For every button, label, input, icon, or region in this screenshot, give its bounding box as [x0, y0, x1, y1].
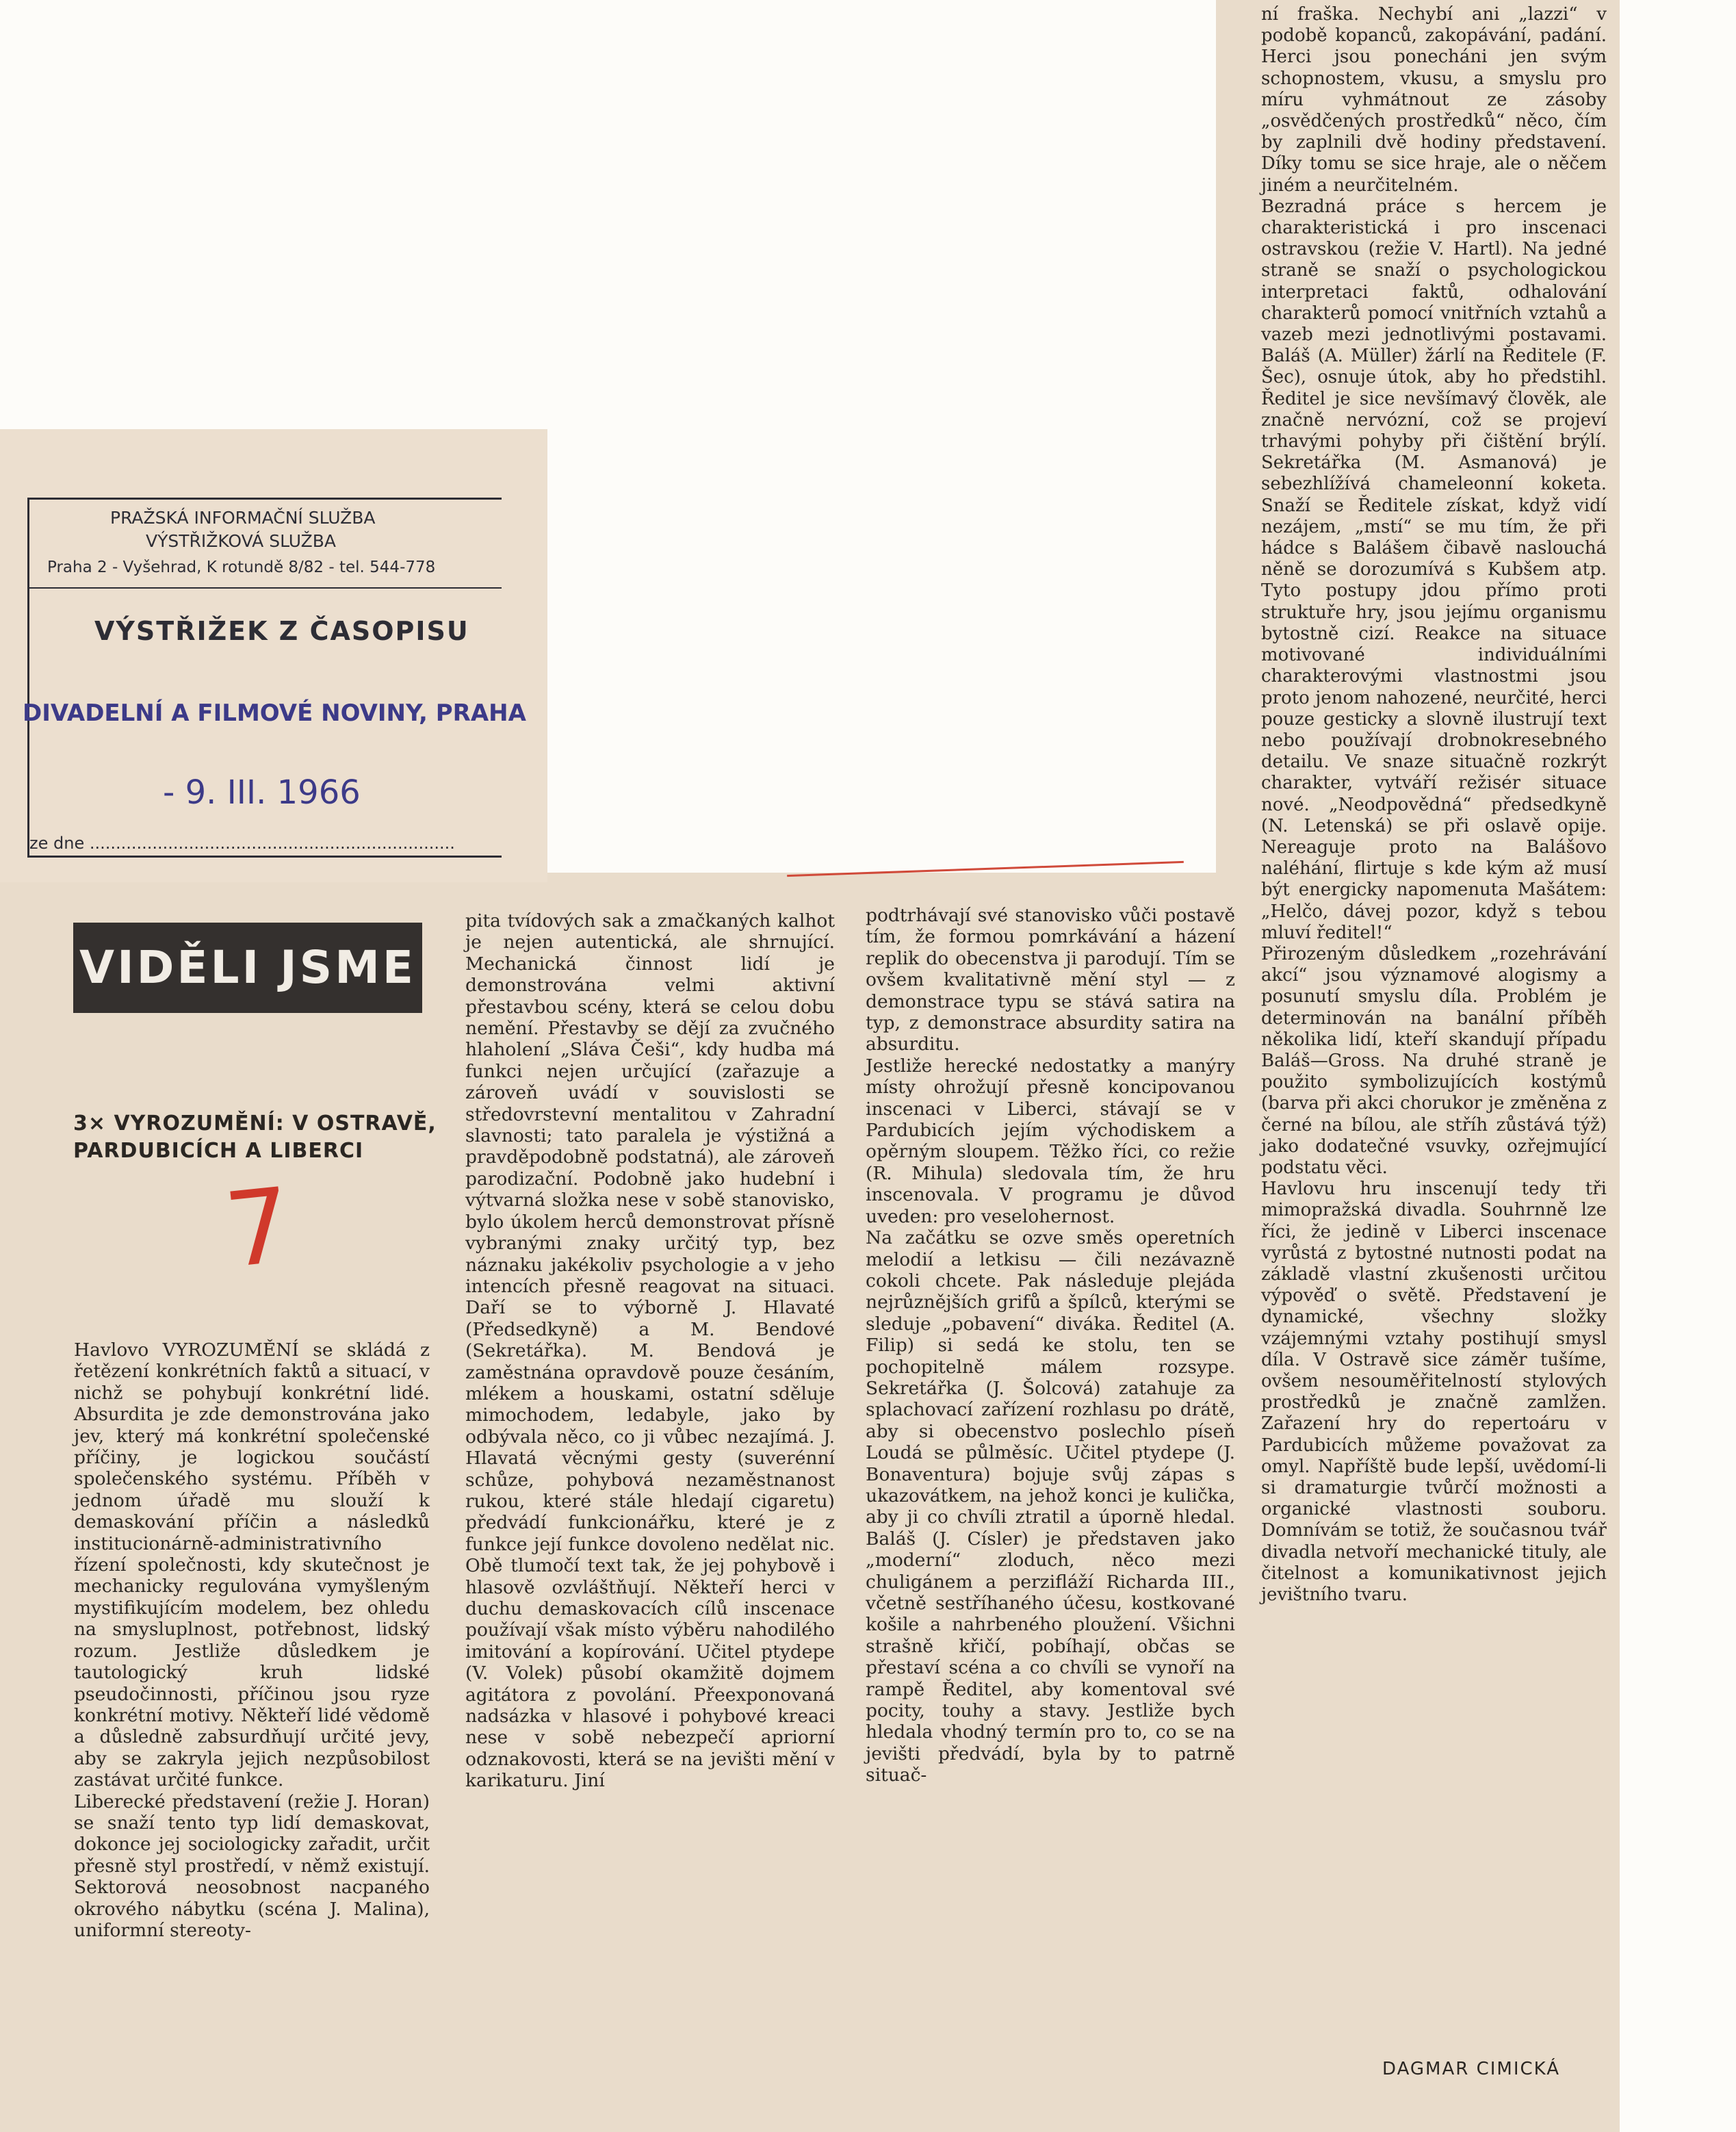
col4-paragraph: ní fraška. Nechybí ani „lazzi“ v podobě kopanců, zakopávání, padání. Herci jsou ponecháni jen svým schopnostem, vkusu, a smyslu pro míru vyhmátnout ze zásoby „osvědčených prostředků“ něco, čím by zaplnili dvě hodiny představení. Díky tomu se sice hraje, ale o něčem jiném a neurčitelném.	[1261, 4, 1607, 196]
handwritten-number: 7	[220, 1166, 298, 1292]
stamp-ze-dne: ze dne ......................................................................	[29, 834, 455, 853]
clipping-service-stamp	[0, 429, 547, 882]
article-subhead	[73, 1110, 437, 1165]
col3-paragraph: Na začátku se ozve směs operetních melodií a letkisu — čili nezávazně cokoli chcete. Pak následuje plejáda nejrůznějších grifů a špílců, kterými se sleduje „pobavení“ diváka. Ředitel (A. Filip) si sedá ke stolu, ten se pochopitelně málem rozsype. Sekretářka (J. Šolcová) zatahuje za splachovací zařízení rozhlasu po drátě, aby si obecenstvo poslechlo píseň Loudá se půlměsíc. Učitel ptydepe (J. Bonaventura) bojuje svůj zápas s ukazovátkem, na jehož konci je kulička, aby ji co chvíli ztratil a úporně hledal. Baláš (J. Císler) je představen jako „moderní“ zloduch, něco mezi chuligánem a perzifláží Richarda III., včetně sestříhaného účesu, kostkované košile a nahrbeného ploužení. Všichni strašně křičí, pobíhají, občas se přestaví scéna a co chvíli se vynoří na rampě Ředitel, aby komentoval své pocity, touhy a stavy. Jestliže bych hledala vhodný termín pro to, co se na jevišti předvádí, byla by to patrně situač-	[866, 1227, 1235, 1786]
col1-paragraph: Liberecké představení (režie J. Horan) se snaží tento typ lidí demaskovat, dokonce jej sociologicky zařadit, určit přesně styl prostředí, v němž existují. Sektorová neosobnost nacpaného okrového nábytku (scéna J. Malina), uniformní stereoty-	[74, 1790, 430, 1941]
stamp-address: Praha 2 - Vyšehrad, K rotundě 8/82 - tel. 544-778	[47, 558, 436, 576]
stamp-publication: DIVADELNÍ A FILMOVÉ NOVINY, PRAHA	[23, 699, 526, 727]
col4-paragraph: Přirozeným důsledkem „rozehrávání akcí“ jsou významové alogismy a posunutí smyslu díla. Problém je determinován na banální příběh několika lidí, kteří skandují případu Baláš—Gross. Na druhé straně je použito symbolizujících kostýmů (barva při akci chorukor je změněna z černé na bílou, ale stříh zůstává týž) jako dodatečné vsuvky, ozřejmující podstatu věci.	[1261, 943, 1607, 1178]
article-column-2	[465, 910, 835, 1792]
author-byline: DAGMAR CIMICKÁ	[1382, 2059, 1561, 2079]
stamp-heading: VÝSTŘIŽEK Z ČASOPISU	[94, 616, 469, 646]
article-column-3	[866, 905, 1235, 1786]
stamp-date: - 9. III. 1966	[163, 773, 361, 812]
article-column-4	[1261, 4, 1607, 1606]
stamp-org-line2: VÝSTŘIŽKOVÁ SLUŽBA	[146, 531, 336, 551]
stamp-divider	[29, 587, 502, 589]
article-column-1	[74, 1339, 430, 1941]
stamp-org-line1: PRAŽSKÁ INFORMAČNÍ SLUŽBA	[110, 508, 376, 528]
col3-paragraph: podtrhávají své stanovisko vůči postavě tím, že formou pomrkávání a házení replik do obecenstva ji parodují. Tím se ovšem kvalitativně mění styl — z demonstrace typu se stává satira na typ, z demonstrace absurdity satira na absurditu.	[866, 905, 1235, 1055]
col3-paragraph: Jestliže herecké nedostatky a manýry místy ohrožují přesně koncipovanou inscenaci v Liberci, stávají se v Pardubicích jejím východiskem a opěrným sloupem. Těžko říci, co režie (R. Mihula) sledovala tím, že hru inscenovala. V programu je důvod uveden: pro veselohernost.	[866, 1055, 1235, 1227]
col1-paragraph: Havlovo VYROZUMĚNÍ se skládá z řetězení konkrétních faktů a situací, v nichž se pohybují konkrétní lidé. Absurdita je zde demonstrována jako jev, který má konkrétní společenské příčiny, je logickou součástí společenského systému. Příběh v jednom úřadě mu slouží k demaskování příčin a následků institucionárně-administrativního řízení společnosti, kdy skutečnost je mechanicky regulována vymyšleným mystifikujícím modelem, bez ohledu na smysluplnost, potřebnost, lidský rozum. Jestliže důsledkem je tautologický kruh lidské pseudočinnosti, příčinou jsou ryze konkrétní motivy. Někteří lidé vědomě a důsledně zabsurdňují určité jevy, aby se zakryla jejich nezpůsobilost zastávat určité funkce.	[74, 1339, 430, 1791]
subhead-line1: 3× VYROZUMĚNÍ: V OSTRAVĚ,	[73, 1112, 437, 1135]
col4-paragraph: Havlovu hru inscenují tedy tři mimopražská divadla. Souhrnně lze říci, že jedině v Liberci inscenace vyrůstá z bytostné nutnosti podat na základě vlastní zkušenosti určitou výpověď o světě. Představení je dynamické, všechny složky vzájemnými vztahy postihují smysl díla. V Ostravě sice záměr tušíme, ovšem nesouměřitelností stylových prostředků je značně zamlžen. Zařazení hry do repertoáru v Pardubicích můžeme považovat za omyl. Napříště bude lepší, uvědomí-li si dramaturgie tvůrčí možnosti a organické vlastnosti souboru. Domnívám se totiž, že současnou tvář divadla netvoří mechanické tituly, ale čitelnost a komunikativnost jejich jevištního tvaru.	[1261, 1179, 1607, 1606]
col4-paragraph: Bezradná práce s hercem je charakteristická i pro inscenaci ostravskou (režie V. Hartl). Na jedné straně se snaží o psychologickou interpretaci faktů, odhalování charakterů pomocí vnitřních vztahů a vazeb mezi jednotlivými postavami. Baláš (A. Müller) žárlí na Ředitele (F. Šec), osnuje útok, aby ho předstihl. Ředitel je sice nevšímavý člověk, ale značně nervózní, což se projeví trhavými pohyby při čištění brýlí. Sekretářka (M. Asmanová) je sebezhlížívá chameleonní koketa. Snaží se Ředitele získat, když vidí nezájem, „mstí“ se mu tím, že při hádce s Balášem čibavě naslouchá něně se dorozumívá s Kubšem atp. Tyto postupy jdou přímo proti struktuře hry, jsou jejímu organismu bytostně cizí. Reakce na situace motivované individuálními charakterovými vlastnostmi jsou proto jenom nahozené, neurčité, herci pouze gesticky a slovně ilustrují text nebo používají drobnokresebného detailu. Ve snaze situačně rozkrýt charakter, vytváří režisér situace nové. „Neodpovědná“ předsedkyně (N. Letenská) se při oslavě opije. Nereaguje proto na Balášovo naléhání, flirtuje s kde kým až musí být energicky napomenuta Mašátem: „Helčo, dávej pozor, když s tebou mluví ředitel!“	[1261, 196, 1607, 943]
subhead-line2: PARDUBICÍCH A LIBERCI	[73, 1139, 364, 1163]
col2-paragraph: pita tvídových sak a zmačkaných kalhot je nejen autentická, ale shrnující. Mechanická činnost lidí je demonstrována velmi aktivní přestavbou scény, která se celou dobu nemění. Přestavby se dějí za zvučného hlaholení „Sláva Češi“, kdy hudba má funkci nejen určující (zařazuje a zároveň uvádí v souvislosti se středovrstevní mentalitou v Zahradní slavnosti; tato paralela je výstižná a pravděpodobně podstatná), ale zároveň parodizační. Podobně jako hudební i výtvarná složka nese v sobě stanovisko, bylo úkolem herců demonstrovat přísně vybranými znaky určitý typ, bez náznaku jakékoliv psychologie a v jeho intencích přesně reagovat na situaci. Daří se to výborně J. Hlavaté (Předsedkyně) a M. Bendové (Sekretářka). M. Bendová je zaměstnána opravdově pouze česáním, mlékem a houskami, ostatní sděluje mimochodem, ledabyle, jako by odbývala něco, co ji vůbec nezajímá. J. Hlavatá věcnými gesty (suverénní schůze, pohybová nezaměstnanost rukou, které stále hledají cigaretu) předvádí funkcionářku, které je z funkce její funkce dovoleno nedělat nic. Obě tlumočí text tak, že jej pohybově i hlasově ozvláštňují. Někteří herci v duchu demaskovacích cílů inscenace používají však místo výběru nahodilého imitování a kopírování. Učitel ptydepe (V. Volek) působí okamžitě dojmem agitátora z povolání. Přeexponovaná nadsázka v hlasové i pohybové kreaci nese v sobě nebezpečí apriorní odznakovosti, která se na jevišti mění v karikaturu. Jiní	[465, 910, 835, 1792]
section-badge: VIDĚLI JSME	[73, 923, 422, 1013]
stamp-frame	[23, 498, 526, 858]
